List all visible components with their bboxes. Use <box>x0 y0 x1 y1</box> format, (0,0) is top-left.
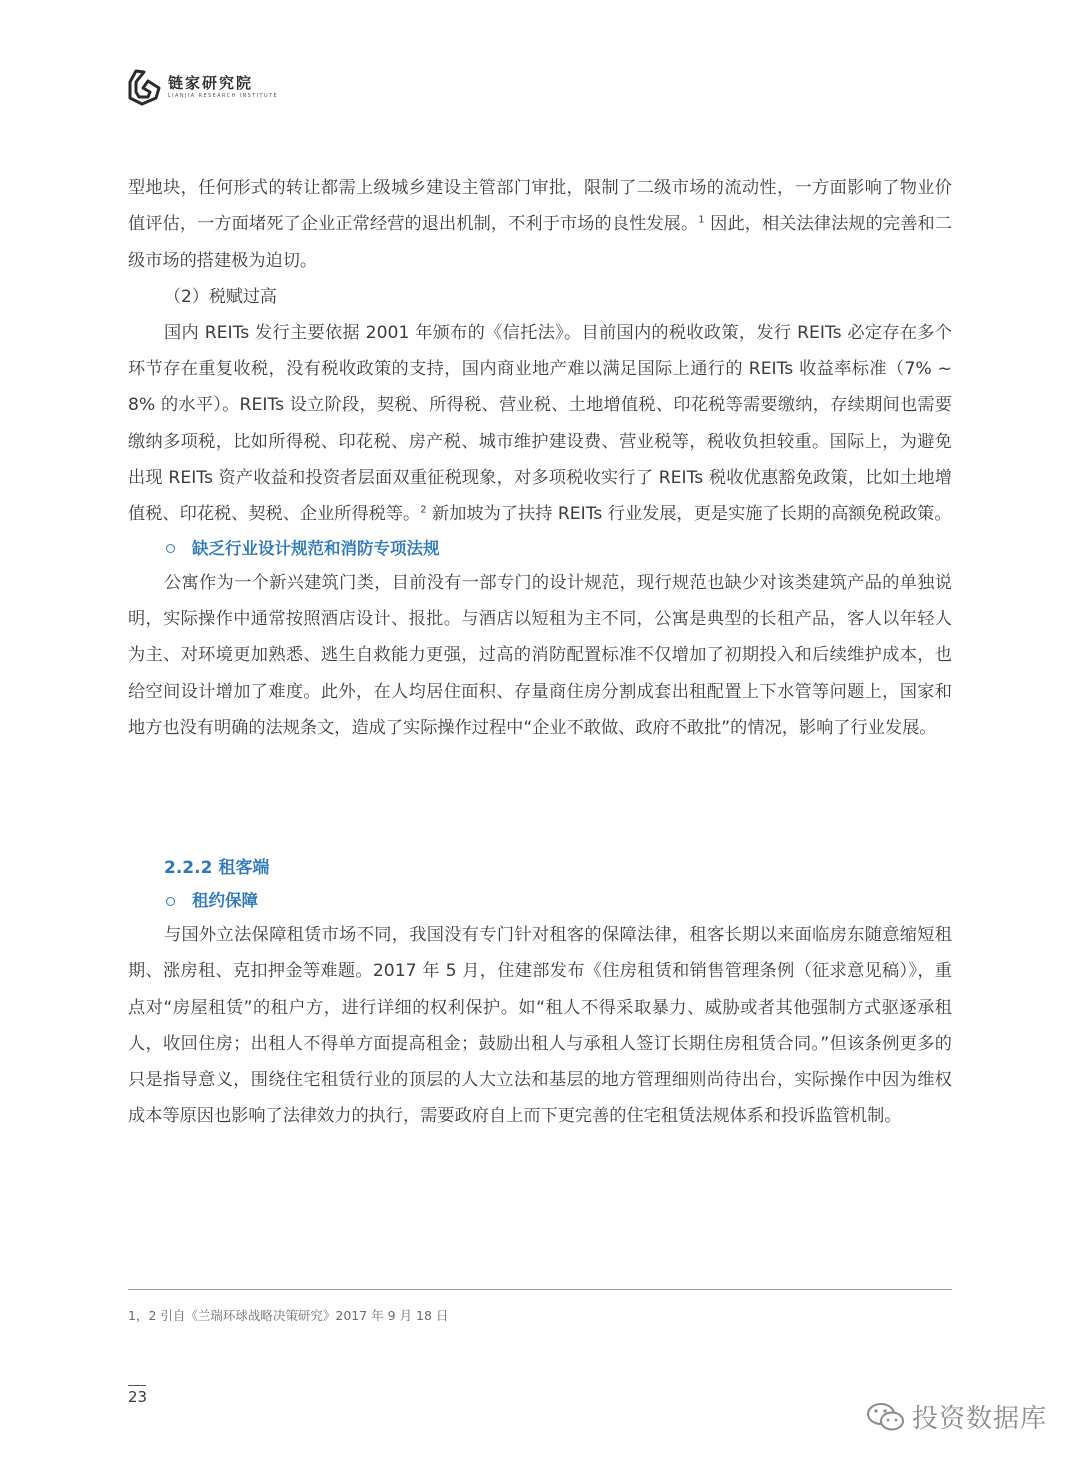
body-top <box>128 170 952 746</box>
bullet-heading-text: 租约保障 <box>192 891 258 910</box>
paragraph-lease: 与国外立法保障租赁市场不同，我国没有专门针对租客的保障法律，租客长期以来面临房东随意缩短租期、涨房租、克扣押金等难题。2017 年 5 月，住建部发布《住房租赁和销售管理条例（征求意见稿）》，重点对“房屋租赁”的租户方，进行详细的权利保护。如“租人不得采取暴力、威胁或者其他强制方式驱逐承租人，收回住房；出租人不得单方面提高租金；鼓励出租人与承租人签订长期住房租赁合同。”但该条例更多的只是指导意义，围绕住宅租赁行业的顶层的人大立法和基层的地方管理细则尚待出台，实际操作中因为维权成本等原因也影响了法律效力的执行，需要政府自上而下更完善的住宅租赁法规体系和投诉监管机制。 <box>128 925 952 1127</box>
body-bottom <box>128 851 952 1135</box>
footnote-divider <box>128 1289 952 1290</box>
paragraph-text: 国内 REITs 发行主要依据 2001 年颁布的《信托法》。目前国内的税收政策，发行 REITs 必定存在多个环节存在重复收税，没有税收政策的支持，国内商业地产难以满足国际上通行的 REITs 收益率标准（7% ~ 8% 的水平）。REITs 设立阶段，契税、所得税、营业税、土地增值税、印花税等需要缴纳，存续期间也需要缴纳多项税，比如所得税、印花税、房产税、城市维护建设费、营业税等，税收负担较重。国际上，为避免出现 REITs 资产收益和投资者层面双重征税现象，对多项税收实行了 REITs 税收优惠豁免政策，比如土地增值税、印花税、契税、企业所得税等。 <box>128 322 952 525</box>
bullet-heading-design <box>128 533 952 565</box>
section-heading-tenant: 2.2.2 租客端 <box>164 858 270 878</box>
page-number-rule <box>128 1385 146 1386</box>
paragraph-design: 公寓作为一个新兴建筑门类，目前没有一部专门的设计规范，现行规范也缺少对该类建筑产品的单独说明，实际操作中通常按照酒店设计、报批。与酒店以短租为主不同，公寓是典型的长租产品，客人以年轻人为主、对环境更加熟悉、逃生自救能力更强，过高的消防配置标准不仅增加了初期投入和后续维护成本，也给空间设计增加了难度。此外，在人均居住面积、存量商住房分割成套出租配置上下水管等问题上，国家和地方也没有明确的法规条文，造成了实际操作过程中“企业不敢做、政府不敢批”的情况，影响了行业发展。 <box>128 572 952 738</box>
brand-block <box>168 74 278 100</box>
circle-bullet-icon <box>166 897 175 906</box>
page-number: 23 <box>128 1388 148 1406</box>
header <box>126 68 278 106</box>
paragraph-text: 因此，相关法律法规的完善和二级市场的搭建极为迫切。 <box>128 214 952 271</box>
footnote-marker: 1 <box>698 214 705 226</box>
paragraph-market <box>128 170 952 279</box>
bullet-heading-text: 缺乏行业设计规范和消防专项法规 <box>192 538 440 558</box>
brand-name-en: LIANJIA RESEARCH INSTITUTE <box>168 93 279 99</box>
paragraph-text: 型地块，任何形式的转让都需上级城乡建设主管部门审批，限制了二级市场的流动性，一方面影响了物业价值评估，一方面堵死了企业正常经营的退出机制，不利于市场的良性发展。 <box>128 178 952 235</box>
circle-bullet-icon <box>166 544 175 553</box>
footnote: 1，2 引自《兰瑞环球战略决策研究》2017 年 9 月 18 日 <box>128 1308 449 1323</box>
watermark-text: 投资数据库 <box>912 1404 1048 1434</box>
paragraph-tax <box>128 315 952 533</box>
lianjia-logo-icon <box>126 68 162 106</box>
wechat-icon <box>866 1401 906 1433</box>
watermark <box>866 1398 1047 1435</box>
footnote-marker: 2 <box>420 504 427 516</box>
bullet-heading-lease <box>128 885 952 917</box>
brand-name-cn: 链家研究院 <box>168 74 254 92</box>
paragraph-text: 新加坡为了扶持 REITs 行业发展，更是实施了长期的高额免税政策。 <box>426 504 952 525</box>
subheading-tax: （2）税赋过高 <box>164 286 277 307</box>
